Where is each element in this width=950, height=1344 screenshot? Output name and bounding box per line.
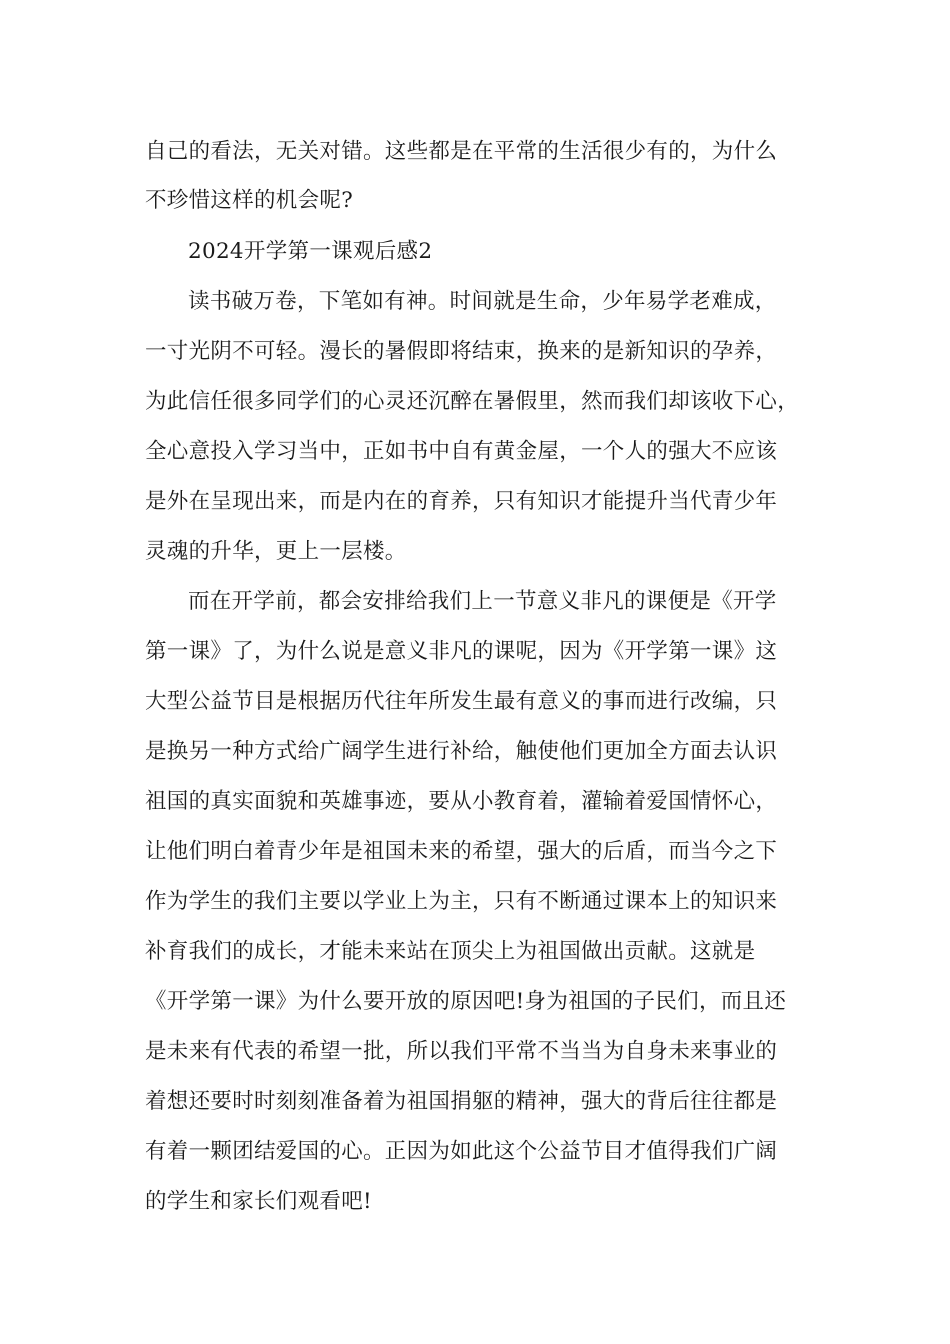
text-line: 全心意投入学习当中，正如书中自有黄金屋，一个人的强大不应该 — [145, 439, 778, 464]
text-line: 让他们明白着青少年是祖国未来的希望，强大的后盾，而当今之下 — [145, 839, 778, 864]
text-line: 而在开学前，都会安排给我们上一节意义非凡的课便是《开学 — [188, 589, 777, 614]
text-line: 的学生和家长们观看吧! — [145, 1189, 372, 1214]
text-line: 第一课》了，为什么说是意义非凡的课呢，因为《开学第一课》这 — [145, 639, 778, 664]
section-heading: 2024开学第一课观后感2 — [188, 239, 433, 264]
text-line: 作为学生的我们主要以学业上为主，只有不断通过课本上的知识来 — [145, 889, 778, 914]
text-line: 一寸光阴不可轻。漫长的暑假即将结束，换来的是新知识的孕养， — [145, 339, 778, 364]
text-line: 读书破万卷，下笔如有神。时间就是生命，少年易学老难成， — [188, 289, 777, 314]
text-line: 大型公益节目是根据历代往年所发生最有意义的事而进行改编，只 — [145, 689, 778, 714]
text-line: 是未来有代表的希望一批，所以我们平常不当当为自身未来事业的 — [145, 1039, 778, 1064]
text-line: 着想还要时时刻刻准备着为祖国捐躯的精神，强大的背后往往都是 — [145, 1089, 778, 1114]
text-line: 祖国的真实面貌和英雄事迹，要从小教育着，灌输着爱国情怀心， — [145, 789, 778, 814]
text-line: 补育我们的成长，才能未来站在顶尖上为祖国做出贡献。这就是 — [145, 939, 756, 964]
text-line: 是换另一种方式给广阔学生进行补给，触使他们更加全方面去认识 — [145, 739, 778, 764]
text-line: 是外在呈现出来，而是内在的育养，只有知识才能提升当代青少年 — [145, 489, 778, 514]
text-line: 《开学第一课》为什么要开放的原因吧!身为祖国的子民们，而且还 — [145, 989, 787, 1014]
text-line: 有着一颗团结爱国的心。正因为如此这个公益节目才值得我们广阔 — [145, 1139, 778, 1164]
text-line: 不珍惜这样的机会呢? — [145, 188, 354, 213]
text-line: 为此信任很多同学们的心灵还沉醉在暑假里，然而我们却该收下心， — [145, 389, 800, 414]
text-line: 灵魂的升华，更上一层楼。 — [145, 539, 407, 564]
text-line: 自己的看法，无关对错。这些都是在平常的生活很少有的，为什么 — [145, 139, 778, 164]
